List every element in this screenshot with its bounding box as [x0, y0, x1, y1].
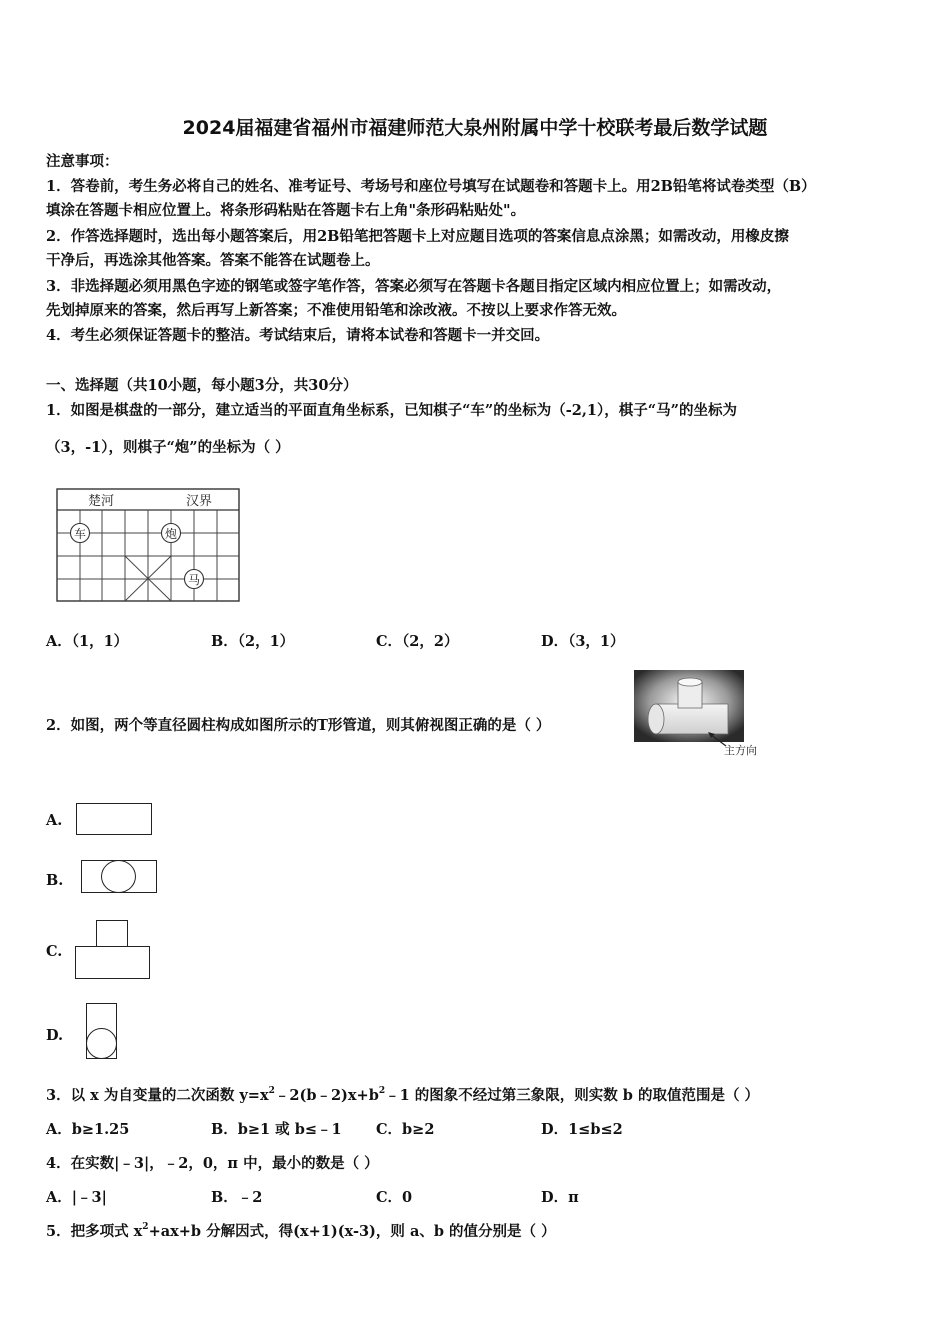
- q2-t-pipe-figure: [632, 668, 772, 760]
- q1-option-d: D．（3，1）: [541, 633, 625, 650]
- q1-option-a: A．（1，1）: [46, 633, 129, 650]
- q2-option-c-bottom-rect: [75, 946, 150, 979]
- section-heading: 一、选择题（共10小题，每小题3分，共30分）: [46, 377, 358, 394]
- q4-option-d: D．π: [541, 1189, 579, 1206]
- q3-option-b: B．b≥1 或 b≤﹣1: [211, 1121, 342, 1138]
- notice-line: 1．答卷前，考生务必将自己的姓名、准考证号、考场号和座位号填写在试题卷和答题卡上。用2B铅笔将试卷类型（B）: [46, 178, 816, 195]
- piece-pao-label: 炮: [165, 527, 178, 541]
- q3-option-a: A．b≥1.25: [46, 1121, 130, 1138]
- q1-chessboard-figure: [54, 486, 244, 606]
- q2-option-d-circle: [86, 1028, 117, 1059]
- q2-option-a-rect: [76, 803, 152, 835]
- notice-line: 3．非选择题必须用黑色字迹的钢笔或签字笔作答，答案必须写在答题卡各题目指定区域内相应位置上；如需改动，: [46, 278, 782, 295]
- q1-text-line1: 1．如图是棋盘的一部分，建立适当的平面直角坐标系，已知棋子“车”的坐标为（-2,1），棋子“马”的坐标为: [46, 402, 737, 419]
- q2-option-b-circle: [101, 860, 136, 893]
- q4-text: 4．在实数|﹣3|，﹣2，0，π 中，最小的数是（ ）: [46, 1155, 379, 1172]
- notice-line: 2．作答选择题时，选出每小题答案后，用2B铅笔把答题卡上对应题目选项的答案信息点涂黑；如需改动，用橡皮擦: [46, 228, 789, 245]
- q1-text-line2: （3，-1），则棋子“炮”的坐标为（ ）: [46, 439, 290, 456]
- q4-option-b: B．﹣2: [211, 1189, 263, 1206]
- river-right-label: 汉界: [186, 494, 213, 509]
- q2-option-c-label: C.: [46, 943, 63, 960]
- notice-heading: 注意事项：: [46, 153, 119, 170]
- q3-option-c: C．b≥2: [376, 1121, 435, 1138]
- notice-line: 4．考生必须保证答题卡的整洁。考试结束后，请将本试卷和答题卡一并交回。: [46, 327, 550, 344]
- q1-option-b: B．（2，1）: [211, 633, 295, 650]
- notice-line: 先划掉原来的答案，然后再写上新答案；不准使用铅笔和涂改液。不按以上要求作答无效。: [46, 302, 626, 319]
- q2-option-b-label: B.: [46, 872, 64, 889]
- river-left-label: 楚河: [88, 494, 115, 509]
- notice-line: 干净后，再选涂其他答案。答案不能答在试题卷上。: [46, 252, 380, 269]
- q1-option-c: C．（2，2）: [376, 633, 459, 650]
- q3-option-d: D．1≤b≤2: [541, 1121, 623, 1138]
- notice-line: 填涂在答题卡相应位置上。将条形码粘贴在答题卡右上角"条形码粘贴处"。: [46, 202, 526, 219]
- q3-text: 3．以 x 为自变量的二次函数 $y=x^2﹣2(b﹣2)x+b^2﹣1$ 的图象不经过第三象限，则实数 b 的取值范围是（ ）: [46, 1086, 760, 1104]
- piece-che-label: 车: [74, 527, 87, 541]
- q4-option-a: A．|﹣3|: [46, 1189, 107, 1206]
- q2-option-d-label: D.: [46, 1027, 64, 1044]
- q2-option-c-top-rect: [96, 920, 128, 948]
- q5-text: 5．把多项式 $x^2+ax+b$ 分解因式，得(x+1)(x-3)，则 a、b 的值分别是（ ）: [46, 1222, 556, 1240]
- q4-option-c: C．0: [376, 1189, 413, 1206]
- piece-ma-label: 马: [188, 573, 201, 587]
- page-title: 2024届福建省福州市福建师范大泉州附属中学十校联考最后数学试题: [182, 117, 768, 139]
- q2-direction-label: 主方向: [724, 744, 757, 757]
- q2-option-a-label: A.: [46, 812, 63, 829]
- q2-text: 2．如图，两个等直径圆柱构成如图所示的T形管道，则其俯视图正确的是（ ）: [46, 717, 551, 734]
